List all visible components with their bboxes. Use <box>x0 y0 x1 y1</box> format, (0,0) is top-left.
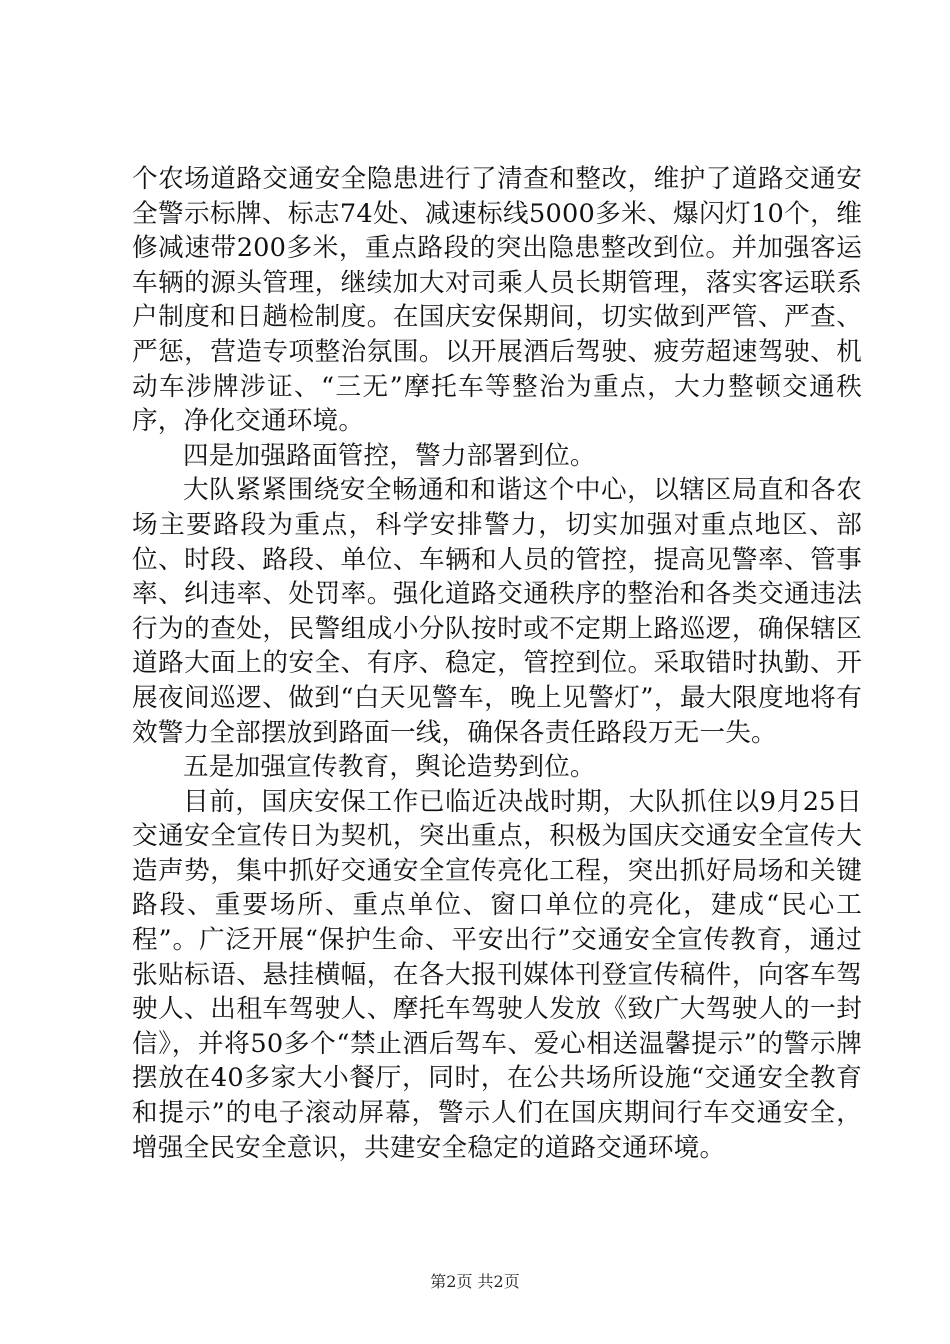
section-heading-publicity: 五是加强宣传教育，舆论造势到位。 <box>183 752 596 783</box>
body-paragraph-publicity: 目前，国庆安保工作已临近决战时期，大队抓住以9月25日交通安全宣传日为契机，突出重点，积极为国庆交通安全宣传大造声势，集中抓好交通安全宣传亮化工程，突出抓好局场和关键路段、重要场所、重点单位、窗口单位的亮化，建成“民心工程”。广泛开展“保护生命、平安出行”交通安全宣传教育，通过张贴标语、悬挂横幅，在各大报刊媒体刊登宣传稿件，向客车驾驶人、出租车驾驶人、摩托车驾驶人发放《致广大驾驶人的一封信》，并将50多个“禁止酒后驾车、爱心相送温馨提示”的警示牌摆放在40多家大小餐厅，同时，在公共场所设施“交通安全教育和提示”的电子滚动屏幕，警示人们在国庆期间行车交通安全，增强全民安全意识，共建安全稳定的道路交通环境。 <box>132 786 862 1163</box>
body-paragraph-road-control: 大队紧紧围绕安全畅通和和谐这个中心，以辖区局直和各农场主要路段为重点，科学安排警力，切实加强对重点地区、部位、时段、路段、单位、车辆和人员的管控，提高见警率、管事率、纠违率、处罚率。强化道路交通秩序的整治和各类交通违法行为的查处，民警组成小分队按时或不定期上路巡逻，确保辖区道路大面上的安全、有序、稳定，管控到位。采取错时执勤、开展夜间巡逻、做到“白天见警车，晚上见警灯”，最大限度地将有效警力全部摆放到路面一线，确保各责任路段万无一失。 <box>132 475 862 748</box>
body-paragraph-continued: 个农场道路交通安全隐患进行了清查和整改，维护了道路交通安全警示标牌、标志74处、减速标线5000多米、爆闪灯10个，维修减速带200多米，重点路段的突出隐患整改到位。并加强客运车辆的源头管理，继续加大对司乘人员长期管理，落实客运联系户制度和日趟检制度。在国庆安保期间，切实做到严管、严查、严惩，营造专项整治氛围。以开展酒后驾驶、疲劳超速驾驶、机动车涉牌涉证、“三无”摩托车等整治为重点，大力整顿交通秩序，净化交通环境。 <box>132 164 862 437</box>
document-body <box>132 162 862 1165</box>
page-number-footer: 第2页 共2页 <box>430 1272 520 1291</box>
section-heading-road-control: 四是加强路面管控，警力部署到位。 <box>183 440 596 471</box>
